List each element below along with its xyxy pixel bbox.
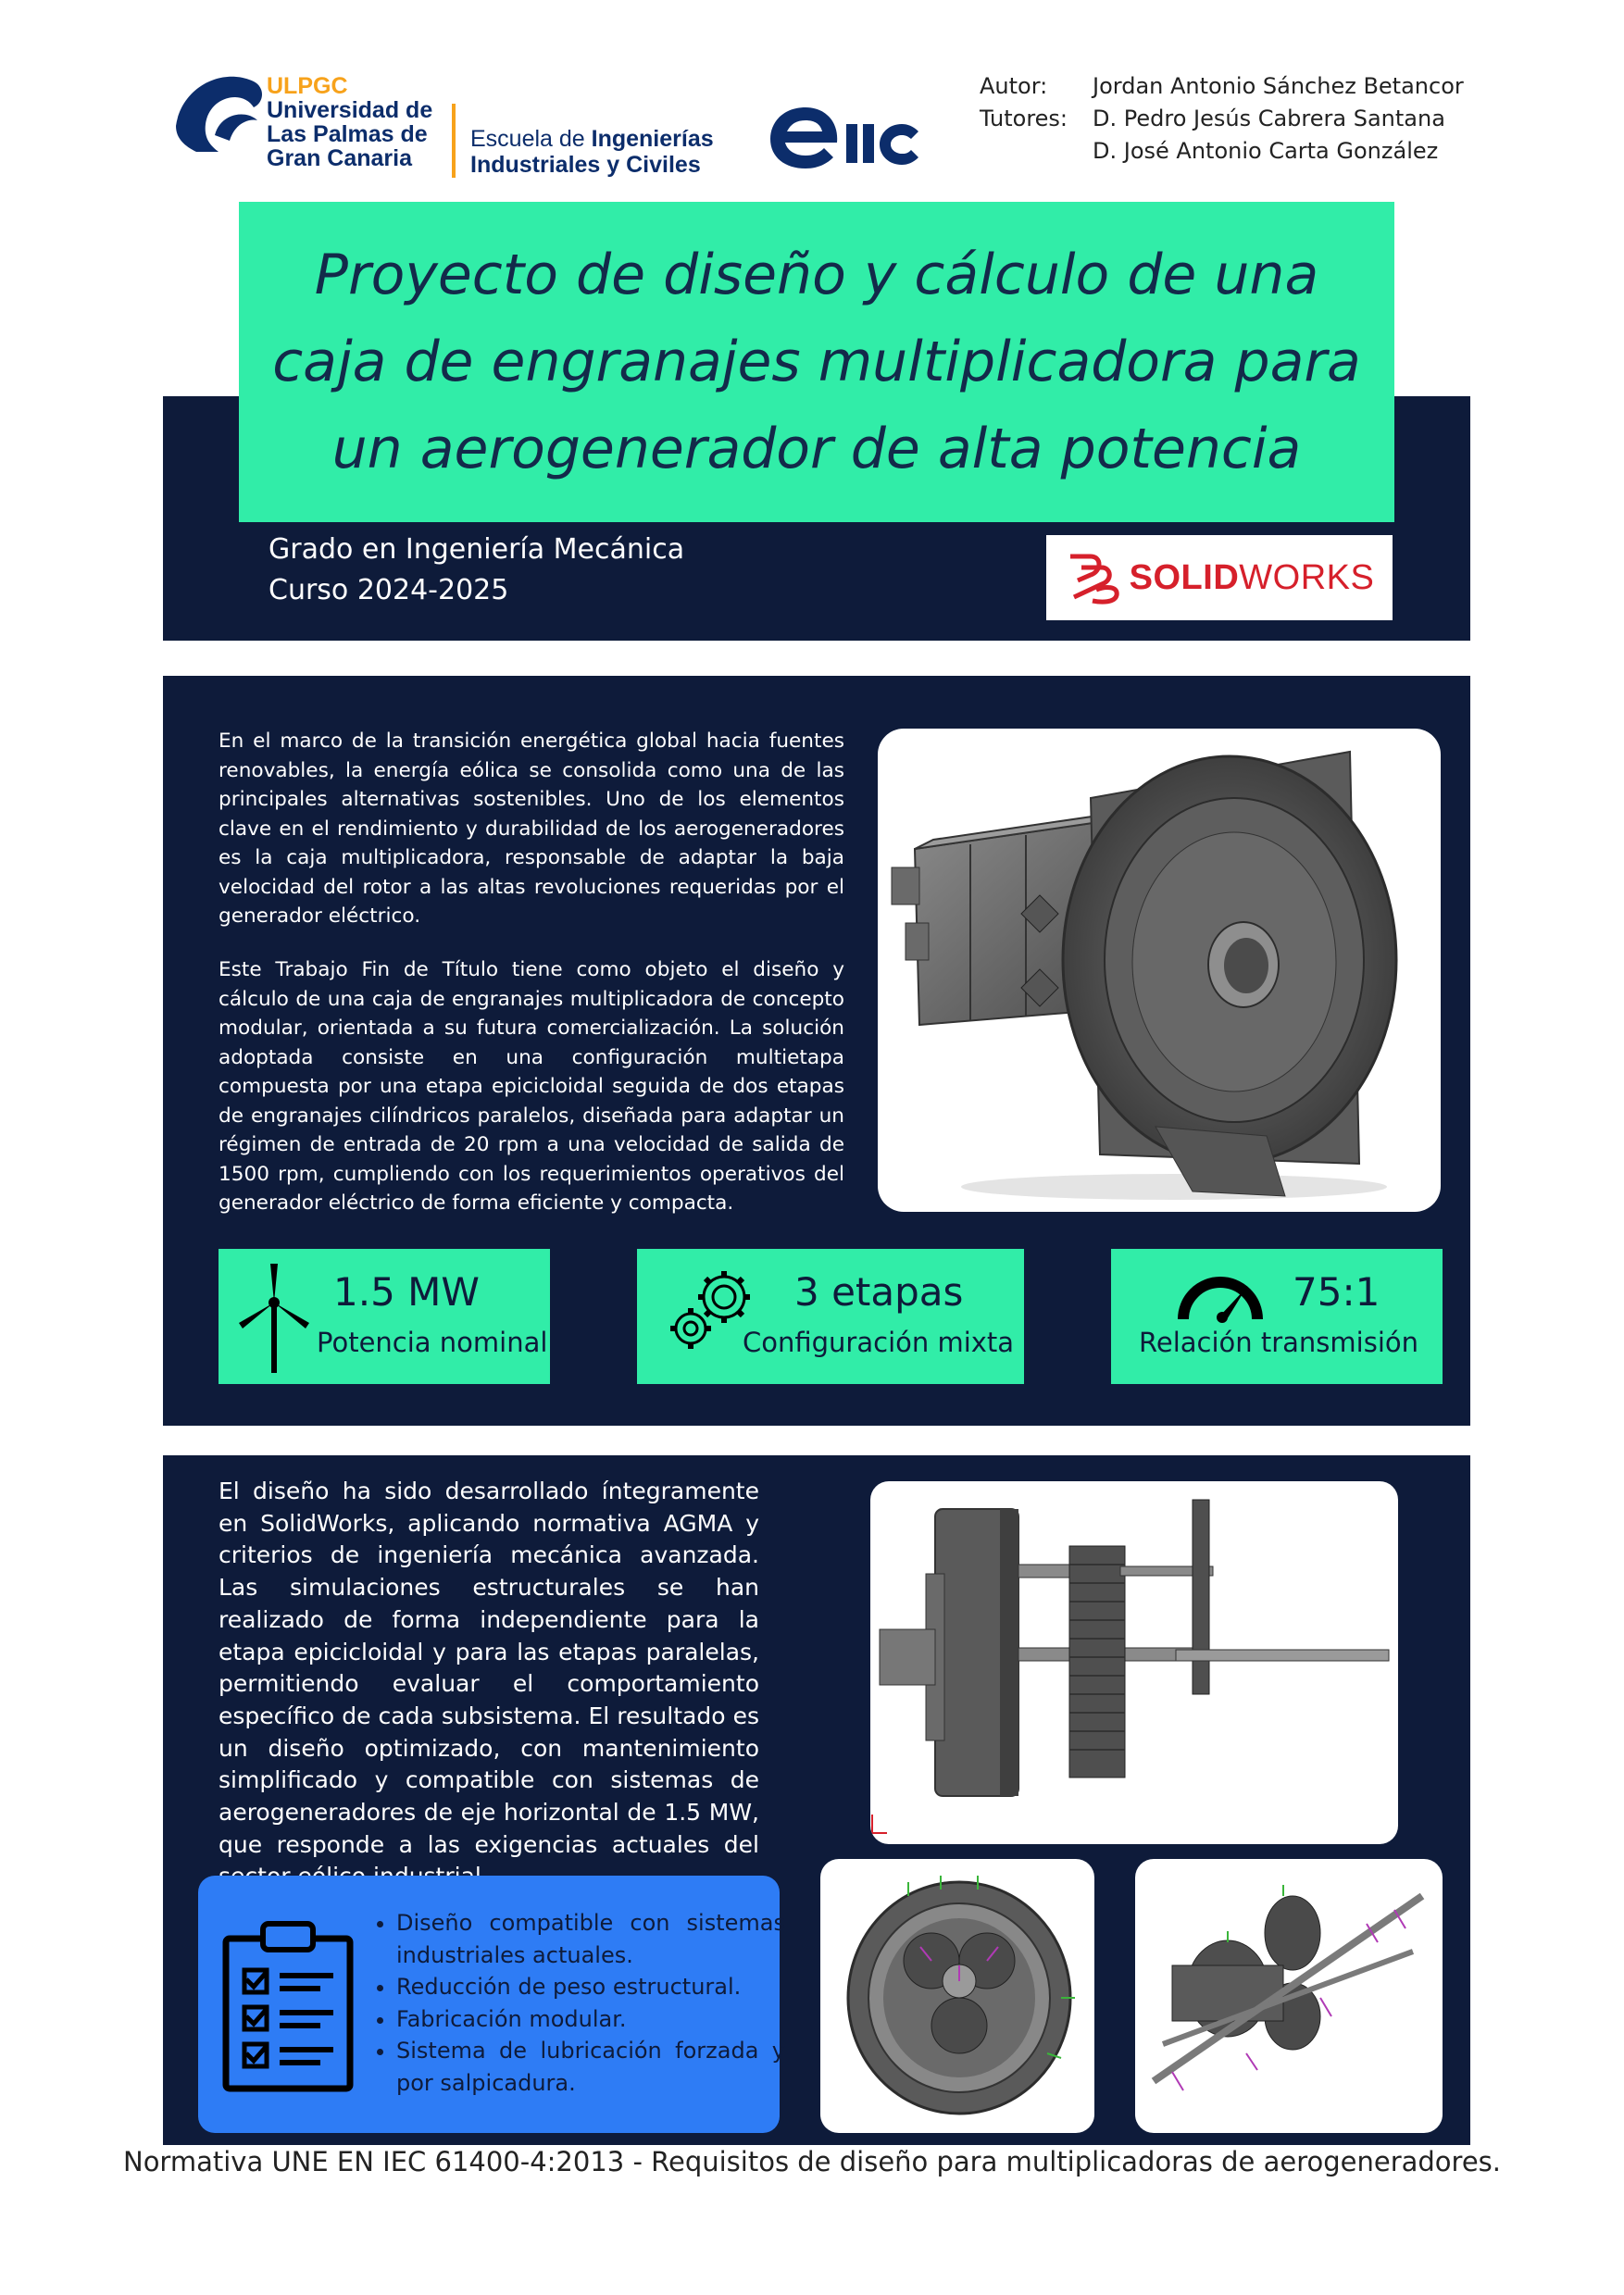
header-divider	[452, 104, 456, 178]
stat-power-value: 1.5 MW	[333, 1269, 480, 1315]
epicyclic-render-icon	[820, 1859, 1094, 2133]
design-paragraph: El diseño ha sido desarrollado íntegramente en SolidWorks, aplicando normativa AGMA y criterios de ingeniería mecánica avanzada. Las simulaciones estructurales se han realizado de forma independiente para la etapa epicicloidal y para las etapas paralelas, permitiendo evaluar el comportamiento específico de cada subsistema. El resultado es un diseño optimizado, con mantenimiento simplificado y compatible con sistemas de aerogeneradores de eje horizontal de 1.5 MW, que responde a las exigencias actuales del	[219, 1478, 759, 1858]
sw-light: WORKS	[1239, 557, 1375, 597]
school-name	[470, 126, 714, 178]
eiic-logo-icon	[767, 98, 933, 172]
author-name: Jordan Antonio Sánchez Betancor	[1093, 73, 1464, 99]
intro-paragraph-1: En el marco de la transición energética global hacia fuentes renovables, la energía eólica se consolida como una de las principales alternativas sostenibles. Uno de los elementos clave en el rendimiento y durabilidad de los aerogeneradores es la caja multiplicadora, responsable de adaptar la baja velocidad del rotor a las altas revoluciones requeridas por el generador eléctrico.	[219, 730, 844, 928]
stat-stages-value: 3 etapas	[794, 1269, 964, 1315]
stat-power-label: Potencia nominal	[317, 1327, 548, 1358]
advantage-item: • Sistema de lubricación forzada y por salpicadura.	[396, 2035, 785, 2099]
ulpgc-line3: Gran Canaria	[267, 145, 413, 171]
school-line1b: Ingenierías	[591, 126, 714, 152]
gear-train-render-icon	[870, 1481, 1398, 1844]
tutor-2: D. José Antonio Carta González	[1093, 138, 1439, 164]
solidworks-wordmark	[1130, 558, 1375, 598]
stat-stages-label: Configuración mixta	[743, 1327, 1015, 1358]
stat-ratio	[1111, 1249, 1443, 1384]
school-line1a: Escuela de	[470, 126, 592, 152]
course-year: Curso 2024-2025	[269, 574, 509, 606]
advantage-item: • Diseño compatible con sistemas industriales actuales.	[396, 1907, 785, 1971]
ulpgc-line2: Las Palmas de	[267, 121, 428, 147]
tutors-label: Tutores:	[980, 106, 1068, 131]
degree-info	[269, 530, 684, 611]
gauge-icon	[1174, 1260, 1267, 1327]
ulpgc-name	[267, 74, 432, 170]
gearbox-render-icon	[878, 729, 1441, 1212]
tutor-1: D. Pedro Jesús Cabrera Santana	[1093, 106, 1445, 131]
stat-power	[219, 1249, 550, 1384]
parallel-stage-image	[1135, 1859, 1443, 2133]
ulpgc-line1: Universidad de	[267, 97, 433, 123]
gear-train-image	[870, 1481, 1398, 1844]
advantage-item: • Reducción de peso estructural.	[396, 1971, 785, 2003]
wind-turbine-icon	[235, 1260, 313, 1375]
intro-paragraph-2: Este Trabajo Fin de Título tiene como objeto el diseño y cálculo de una caja de engranajes multiplicadora de concepto modular, orientada a su futura comercialización. La solución adoptada consiste en una configuración multietapa compuesta por una etapa epicicloidal seguida de dos etapas de engranajes cilíndricos paralelos, diseñada para adaptar un régimen de entrada de 20 rpm a una velocidad de salida de 1500 rpm, cumpliendo con los requerimientos operativos del generador eléctrico de forma eficiente y compacta.	[219, 958, 844, 1215]
author-label: Autor:	[980, 73, 1048, 99]
advantage-item: • Fabricación modular.	[396, 2003, 785, 2036]
authors-block	[980, 70, 1464, 168]
stat-stages	[637, 1249, 1024, 1384]
solidworks-logo	[1046, 535, 1393, 620]
parallel-render-icon	[1135, 1859, 1443, 2133]
sw-bold: SOLID	[1129, 557, 1240, 597]
page-title: Proyecto de diseño y cálculo de una caja de engranajes multiplicadora para un aerogenerador de alta potencia	[272, 243, 1361, 481]
stat-ratio-value: 75:1	[1293, 1269, 1380, 1315]
clipboard-checklist-icon	[219, 1918, 357, 2094]
school-line2: Industriales y Civiles	[470, 152, 701, 178]
epicyclic-stage-image	[820, 1859, 1094, 2133]
advantages-list	[370, 1907, 785, 2099]
footer-standard-note: Normativa UNE EN IEC 61400-4:2013 - Requisitos de diseño para multiplicadoras de aerogeneradores.	[123, 2146, 1501, 2177]
ulpgc-acronym: ULPGC	[267, 73, 348, 99]
title-box	[239, 202, 1394, 522]
ds-logo-icon	[1065, 549, 1122, 606]
gearbox-assembly-image	[878, 729, 1441, 1212]
stat-ratio-label: Relación transmisión	[1139, 1327, 1419, 1358]
degree-name: Grado en Ingeniería Mecánica	[269, 533, 685, 566]
